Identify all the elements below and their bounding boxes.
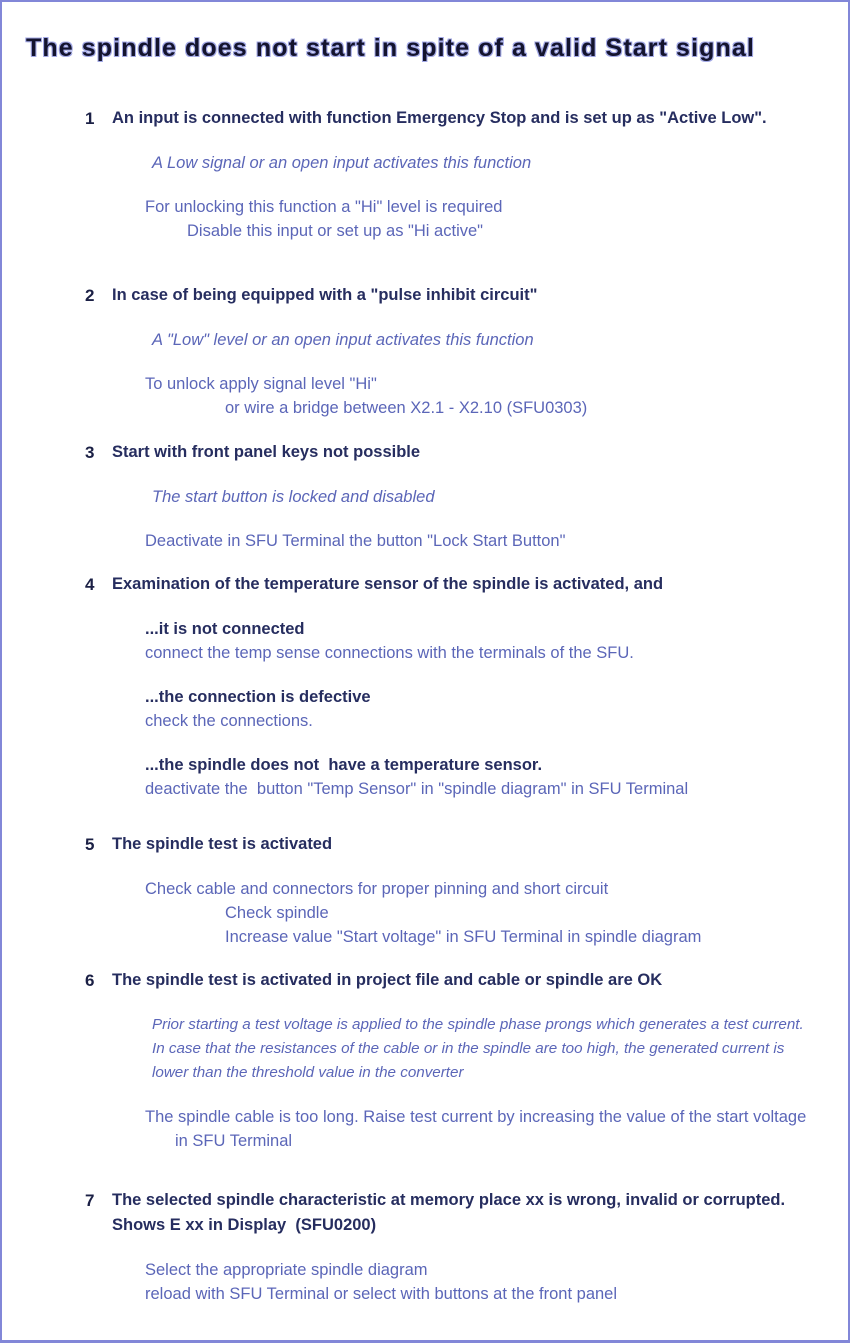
item-line: check the connections. xyxy=(145,712,313,730)
item-line: reload with SFU Terminal or select with buttons at the front panel xyxy=(145,1285,618,1303)
item-line: in SFU Terminal xyxy=(175,1132,293,1150)
item-header xyxy=(85,1188,848,1238)
item-line: For unlocking this function a "Hi" level is required xyxy=(145,198,503,216)
item-header xyxy=(85,572,848,597)
item-number: 4 xyxy=(85,575,95,594)
troubleshooting-item xyxy=(2,572,848,801)
item-instructions xyxy=(112,195,848,243)
troubleshooting-item xyxy=(2,106,848,243)
item-heading-line: The selected spindle characteristic at memory place xx is wrong, invalid or corrupted. xyxy=(112,1191,786,1209)
item-heading xyxy=(112,572,848,597)
item-heading-line: The spindle test is activated in project file and cable or spindle are OK xyxy=(112,971,663,989)
item-line: Check spindle xyxy=(225,904,329,922)
troubleshooting-item xyxy=(2,283,848,420)
item-heading xyxy=(112,832,848,857)
item-line: Prior starting a test voltage is applied to the spindle phase prongs which generates a test current. xyxy=(152,1016,804,1033)
item-header xyxy=(85,283,848,308)
item-heading-line: The spindle test is activated xyxy=(112,835,333,853)
item-heading xyxy=(112,1188,848,1238)
item-note xyxy=(112,151,848,175)
troubleshooting-item xyxy=(2,1188,848,1306)
item-heading-line: Examination of the temperature sensor of the spindle is activated, and xyxy=(112,575,664,593)
troubleshooting-item xyxy=(2,832,848,949)
item-line: connect the temp sense connections with the terminals of the SFU. xyxy=(145,644,634,662)
item-line: A Low signal or an open input activates this function xyxy=(152,154,532,172)
item-line: A "Low" level or an open input activates this function xyxy=(152,331,534,349)
item-line: Deactivate in SFU Terminal the button "Lock Start Button" xyxy=(145,532,566,550)
item-note xyxy=(112,485,848,509)
item-heading xyxy=(112,440,848,465)
item-instructions xyxy=(112,1258,848,1306)
item-subheading: ...it is not connected xyxy=(145,620,305,638)
item-line: Select the appropriate spindle diagram xyxy=(145,1261,428,1279)
item-heading-line: An input is connected with function Emergency Stop and is set up as "Active Low". xyxy=(112,109,767,127)
item-note xyxy=(112,328,848,352)
item-heading xyxy=(112,106,848,131)
item-heading xyxy=(112,968,848,993)
item-number: 3 xyxy=(85,443,95,462)
item-line: The start button is locked and disabled xyxy=(152,488,435,506)
item-subheading: ...the connection is defective xyxy=(145,688,371,706)
item-instructions xyxy=(112,877,848,949)
troubleshooting-list xyxy=(2,106,848,1306)
item-number: 2 xyxy=(85,286,95,305)
troubleshooting-item xyxy=(2,968,848,1153)
item-line: Increase value "Start voltage" in SFU Terminal in spindle diagram xyxy=(225,928,702,946)
item-line: To unlock apply signal level "Hi" xyxy=(145,375,377,393)
item-number: 5 xyxy=(85,835,95,854)
troubleshooting-item xyxy=(2,440,848,553)
item-number: 6 xyxy=(85,971,95,990)
item-header xyxy=(85,968,848,993)
item-header xyxy=(85,440,848,465)
item-heading-line: Shows E xx in Display (SFU0200) xyxy=(112,1216,377,1234)
item-line: The spindle cable is too long. Raise test current by increasing the value of the start voltage xyxy=(145,1108,807,1126)
item-line: Check cable and connectors for proper pinning and short circuit xyxy=(145,880,609,898)
item-header xyxy=(85,832,848,857)
item-number: 7 xyxy=(85,1191,95,1210)
item-note xyxy=(112,1013,848,1085)
item-number: 1 xyxy=(85,109,95,128)
item-instructions xyxy=(112,372,848,420)
item-header xyxy=(85,106,848,131)
item-instructions xyxy=(112,529,848,553)
item-heading-line: In case of being equipped with a "pulse inhibit circuit" xyxy=(112,286,538,304)
item-instructions xyxy=(112,685,848,733)
item-line: deactivate the button "Temp Sensor" in "spindle diagram" in SFU Terminal xyxy=(145,780,689,798)
page-title: The spindle does not start in spite of a valid Start signal xyxy=(26,34,755,62)
item-instructions xyxy=(112,1105,848,1153)
item-heading-line: Start with front panel keys not possible xyxy=(112,443,421,461)
item-heading xyxy=(112,283,848,308)
item-line: Disable this input or set up as "Hi active" xyxy=(187,222,484,240)
item-instructions xyxy=(112,753,848,801)
item-line: or wire a bridge between X2.1 - X2.10 (SFU0303) xyxy=(225,399,588,417)
item-line: lower than the threshold value in the converter xyxy=(152,1064,464,1081)
item-instructions xyxy=(112,617,848,665)
item-subheading: ...the spindle does not have a temperature sensor. xyxy=(145,756,543,774)
item-line: In case that the resistances of the cable or in the spindle are too high, the generated current is xyxy=(152,1040,785,1057)
